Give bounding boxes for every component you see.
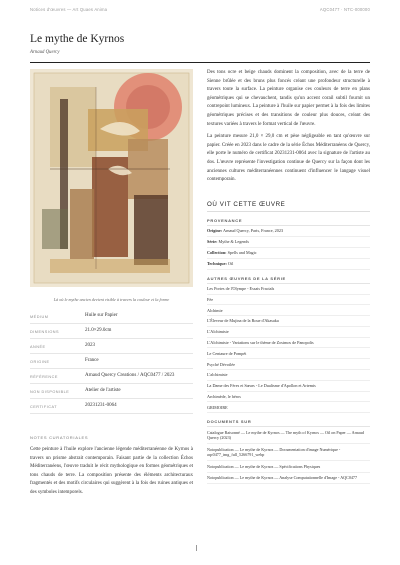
details-table: [30, 309, 193, 414]
document-link[interactable]: Notopublication — Le mythe de Kyrnos — Analyse Computationnelle d'Image - AQC0477: [207, 473, 370, 485]
provenance-value: Mythe & Legends: [218, 239, 249, 245]
provenance-heading: PROVENANCE: [207, 218, 370, 226]
description-paragraph: Des tons ocre et beige chauds dominent la composition, avec de la terre de Sienne brûlée et des bruns plus foncés créant une profondeur structurelle à travers toute la surface. La peinture organise ces couleurs de terre en plans géométriques qui se chevauchent, tandis qu'un accent corail subtil fournit un contrepoint lumineux. La peinture à l'huile sur papier permet à la fois des limites géométriques précises et des transitions de couleur plus douces, créant des textures variées à travers le format vertical de l'œuvre.: [207, 70, 370, 127]
provenance-value: Oil: [227, 261, 234, 267]
detail-value: 20231231-0064: [85, 403, 117, 408]
documents-heading: DOCUMENTS SUR: [207, 419, 370, 427]
detail-row-year: [30, 339, 193, 354]
curatorial-notes: Cette peinture à l'huile explore l'ancienne légende méditerranéenne de Kyrnos à travers un prisme abstrait contemporain. Faisant partie de la collection Échos Méditerranéens, l'œuvre traduit le récit mythologique en formes géométriques et tons chauds de terre. La composition présente des éléments architecturaux fragmentés et des motifs circulaires qui suggèrent à la fois des ruines antiques et des symboles intemporels.: [30, 447, 193, 495]
detail-row-certificate: [30, 399, 193, 414]
detail-value: Atelier de l'artiste: [85, 388, 121, 393]
detail-label: MÉDIUM: [30, 315, 49, 319]
detail-row-availability: [30, 384, 193, 399]
detail-label: CERTIFICAT: [30, 405, 58, 409]
breadcrumb[interactable]: Notices d'œuvres — Art Quaes Anima: [30, 7, 108, 12]
document-link[interactable]: Catalogue Raisonné — Le mythe de Kyrnos — The myth of Kyrnos — Oil on Paper — Arnaud Quercy (2023): [207, 427, 370, 444]
provenance-label: Collection:: [207, 250, 227, 256]
detail-row-dimensions: [30, 324, 193, 339]
artist-name: Arnaud Quercy: [30, 50, 60, 55]
series-heading: AUTRES ŒUVRES DE LA SÉRIE: [207, 276, 370, 284]
provenance-value: Arnaud Quercy, Paris, France, 2023: [222, 228, 284, 234]
provenance-series: [207, 237, 370, 248]
detail-label: ANNÉE: [30, 345, 46, 349]
top-bar: [30, 7, 370, 17]
page-title: Le mythe de Kyrnos: [30, 33, 125, 45]
provenance-label: Origine:: [207, 228, 223, 234]
where-heading: OÙ VIT CETTE ŒUVRE: [207, 201, 370, 212]
series-link[interactable]: Fée: [207, 295, 370, 306]
series-link[interactable]: La Dame des Fères et Sœurs - Le Dualisme d'Apollon et Artemis: [207, 381, 370, 392]
detail-label: NON DISPONIBLE: [30, 390, 70, 394]
right-column: [207, 69, 370, 484]
detail-value: 21.0×29.0cm: [85, 328, 112, 333]
header-divider: [30, 62, 370, 63]
detail-row-medium: [30, 309, 193, 324]
series-link[interactable]: L'Alchimiste: [207, 327, 370, 338]
artwork-painting: [30, 69, 193, 287]
provenance-label: Série:: [207, 239, 218, 245]
provenance-label: Technique:: [207, 261, 227, 267]
description-paragraph: La peinture mesure 21,0 × 29,0 cm et pèse négligeable en tant qu'œuvre sur papier. Créée en 2023 dans le cadre de la série Échos Méditerranéens de Quercy, elle porte le numéro de certificat 20231231-0064 avec la signature de l'artiste au dos. L'œuvre représente l'investigation continue de Quercy sur la façon dont les anciennes cultures méditerranéennes continuent d'influencer le langage visuel contemporain.: [207, 134, 370, 183]
series-link[interactable]: L'Alchimiste - Variations sur le thème de Zosimos de Panopolis: [207, 338, 370, 349]
page-marker: [196, 545, 205, 551]
reference-code: AQC0477 · NTC-000000: [319, 7, 370, 12]
series-link[interactable]: L'alchimiste: [207, 370, 370, 381]
detail-row-origin: [30, 354, 193, 369]
provenance-origin: [207, 226, 370, 237]
artwork-caption: Là où le mythe ancien devient visible à travers la couleur et la forme: [53, 297, 170, 302]
series-link[interactable]: Psyché Dévoilée: [207, 359, 370, 370]
detail-value: 2023: [85, 343, 95, 348]
detail-row-reference: [30, 369, 193, 384]
detail-value: France: [85, 358, 99, 363]
series-link[interactable]: Le Centaure de Pompéi: [207, 348, 370, 359]
detail-value: Huile sur Papier: [85, 313, 118, 318]
detail-value: Arnaud Quercy Creations / AQC0477 / 2023: [85, 373, 175, 378]
detail-label: ORIGINE: [30, 360, 50, 364]
artwork-image[interactable]: [30, 69, 193, 287]
series-link[interactable]: Archimède, le héros: [207, 392, 370, 403]
document-link[interactable]: Notopublication — Le mythe de Kyrnos — Documentation d'image Numérique - aqc0477_img_full_5266791_webp: [207, 444, 370, 461]
detail-label: RÉFÉRENCE: [30, 375, 58, 379]
series-link[interactable]: GRIMOIRE: [207, 402, 370, 413]
provenance-technique: [207, 259, 370, 270]
series-link[interactable]: L'Éleveur de Mujina de la Roue d'Akasaka: [207, 316, 370, 327]
detail-label: DIMENSIONS: [30, 330, 60, 334]
notes-heading: NOTES CURATORIALES: [30, 435, 89, 440]
provenance-value: Spells and Magic: [227, 250, 257, 256]
series-link[interactable]: Les Portes de l'Olympe - Essais Fractals: [207, 284, 370, 295]
provenance-collection: [207, 248, 370, 259]
document-link[interactable]: Notopublication — Le mythe de Kyrnos — Spécifications Physiques: [207, 461, 370, 473]
series-link[interactable]: Alchimie: [207, 305, 370, 316]
